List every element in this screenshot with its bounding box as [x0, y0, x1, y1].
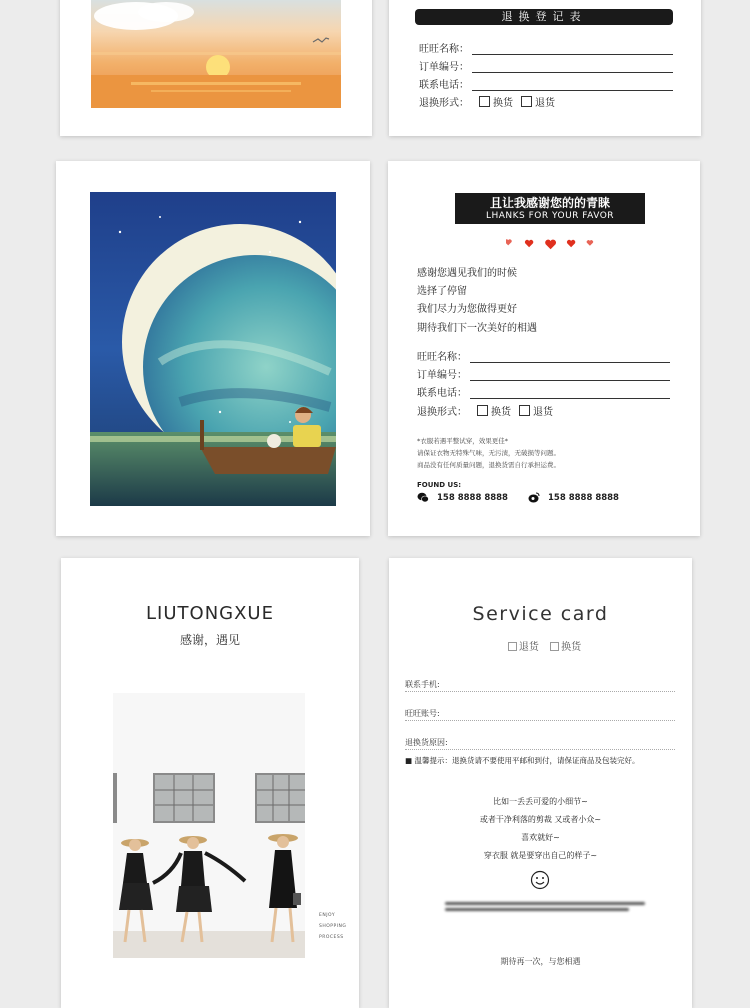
form-field-order — [417, 366, 670, 381]
heart-icon — [567, 240, 575, 247]
field-label: 订单编号： — [417, 370, 467, 381]
field-line[interactable] — [470, 352, 670, 363]
return-option: 退货 — [533, 407, 553, 418]
heart-icon — [506, 239, 512, 245]
brand-logo: LIUTONGXUE — [146, 603, 274, 624]
return-option: 退货 — [535, 98, 555, 109]
thanks-title-en: LHANKS FOR YOUR FAVOR — [485, 211, 615, 221]
form-header: 退换登记表 — [415, 9, 673, 25]
service-field-wangwang[interactable]: 旺旺账号: — [405, 708, 675, 721]
poem-line: 我们尽力为您做得更好 — [417, 304, 517, 315]
contact-weibo — [528, 492, 619, 503]
sunset-painting — [91, 0, 341, 108]
hearts-row — [506, 237, 596, 251]
return-checkbox[interactable] — [508, 642, 517, 651]
service-card-title: Service card — [472, 603, 609, 625]
thanks-title-zh: 且让我感谢您的的青睐 — [489, 196, 610, 210]
exchange-option: 换货 — [561, 642, 582, 653]
phone-number: 158 8888 8888 — [437, 492, 508, 503]
exchange-checkbox[interactable] — [479, 96, 490, 107]
sunset-card — [60, 0, 372, 136]
field-label: 旺旺名称： — [417, 352, 467, 363]
form-field-wangwang — [419, 40, 673, 55]
exchange-checkbox[interactable] — [477, 405, 488, 416]
return-option: 退货 — [518, 642, 539, 653]
enjoy-line: ENJOY — [319, 913, 336, 918]
smiley-icon — [530, 870, 550, 890]
moon-card — [56, 161, 370, 536]
service-options — [389, 638, 692, 653]
brand-subtitle: 感谢，遇见 — [179, 633, 240, 647]
method-label: 退换形式： — [417, 407, 467, 418]
girls-walking-photo — [113, 693, 305, 958]
poem-line: 穿衣服 就是要穿出自己的样子~ — [483, 851, 598, 860]
poem-line: 喜欢就好~ — [521, 833, 560, 842]
exchange-option: 换货 — [491, 407, 511, 418]
form-field-phone — [417, 384, 670, 399]
found-us-label: FOUND US: — [417, 481, 462, 489]
poem-line: 选择了停留 — [417, 286, 467, 297]
phone-number: 158 8888 8888 — [548, 492, 619, 503]
thanks-header — [455, 193, 645, 224]
heart-icon — [545, 240, 556, 250]
service-card — [389, 558, 692, 1008]
heart-icon — [587, 240, 593, 246]
service-field-reason[interactable]: 退换货原因: — [405, 737, 675, 750]
poem-line: 感谢您遇见我们的时候 — [417, 268, 517, 279]
heart-icon — [525, 240, 533, 247]
field-line[interactable] — [470, 370, 670, 381]
exchange-checkbox[interactable] — [550, 642, 559, 651]
note-line: *衣服若遇平整试穿，效果更佳* — [417, 437, 508, 445]
method-label: 退换形式： — [419, 98, 469, 109]
form-field-order — [419, 58, 673, 73]
weibo-icon — [528, 492, 540, 503]
field-line[interactable] — [472, 80, 673, 91]
closing-text: 期待再一次，与您相遇 — [500, 957, 581, 966]
poem-line: 比如一丢丢可爱的小细节~ — [493, 797, 588, 806]
wechat-icon — [417, 492, 429, 503]
field-label: 订单编号： — [419, 62, 469, 73]
return-checkbox[interactable] — [521, 96, 532, 107]
field-line[interactable] — [470, 388, 670, 399]
note-line: 商品没有任何质量问题，退换货需自行承担运费。 — [417, 461, 560, 469]
service-field-phone[interactable]: 联系手机: — [405, 679, 675, 692]
blurred-text — [445, 902, 645, 916]
moon-boat-painting — [90, 192, 336, 506]
poem-line: 期待我们下一次美好的相遇 — [417, 323, 537, 334]
field-label: 旺旺名称： — [419, 44, 469, 55]
field-label: 联系电话： — [417, 388, 467, 399]
thanks-card — [388, 161, 700, 536]
brand-card — [61, 558, 359, 1008]
warm-tip: ■ 温馨提示：退换货请不要使用平邮和到付，请保证商品及包装完好。 — [405, 756, 640, 765]
exchange-method-row — [417, 403, 553, 418]
exchange-method-row — [419, 94, 555, 109]
form-field-phone — [419, 76, 673, 91]
poem-line: 或者干净利落的剪裁 又或者小众~ — [479, 815, 602, 824]
enjoy-line: PROCESS — [319, 935, 344, 940]
enjoy-line: SHOPPING — [319, 924, 347, 929]
exchange-form-card — [389, 0, 701, 136]
form-field-wangwang — [417, 348, 670, 363]
field-line[interactable] — [472, 62, 673, 73]
field-label: 联系电话： — [419, 80, 469, 91]
note-line: 请保证衣物无特殊气味，无污渍，无破损等问题。 — [417, 449, 560, 457]
return-checkbox[interactable] — [519, 405, 530, 416]
exchange-option: 换货 — [493, 98, 513, 109]
field-line[interactable] — [472, 44, 673, 55]
enjoy-text — [319, 910, 346, 943]
contact-wechat — [417, 492, 508, 503]
